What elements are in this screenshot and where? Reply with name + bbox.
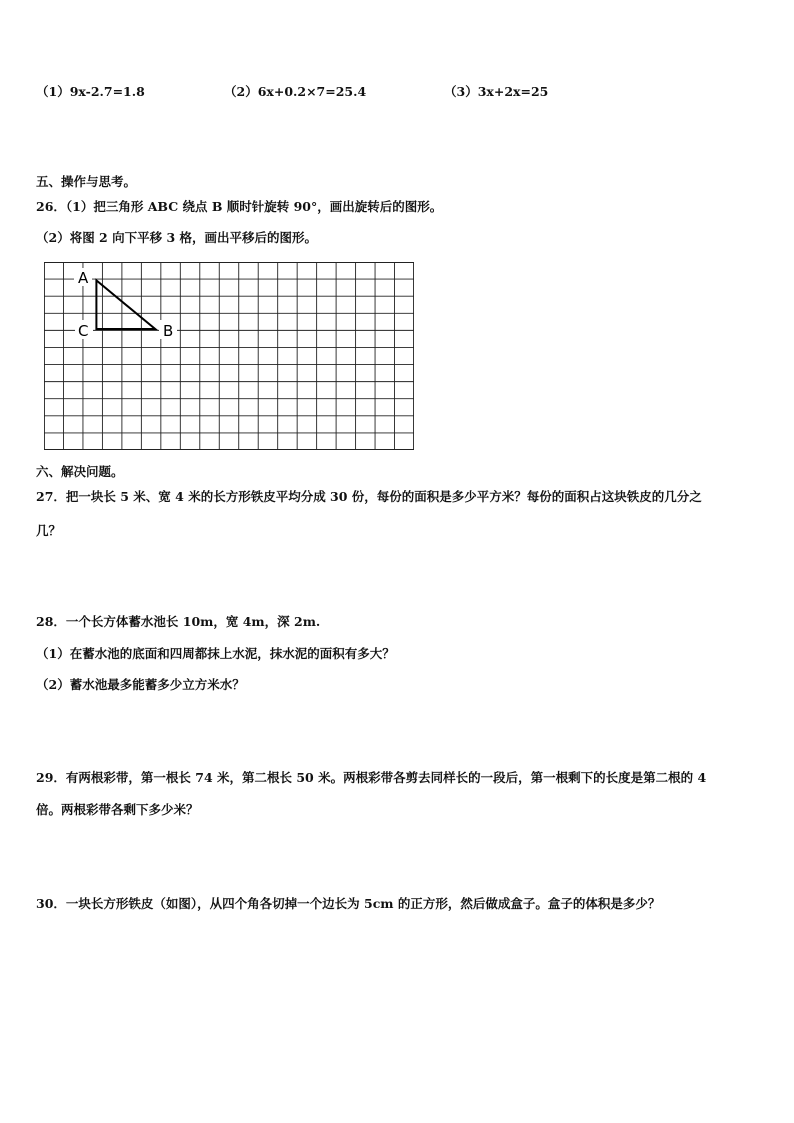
triangle-abc <box>96 280 155 329</box>
section-6-heading: 六、解决问题。 <box>36 464 124 479</box>
point-label-b: B <box>163 322 174 340</box>
equation-1: （1）9x-2.7=1.8 <box>36 84 145 99</box>
equation-2: （2）6x+0.2×7=25.4 <box>224 84 367 99</box>
q28-line1: 28．一个长方体蓄水池长 10m，宽 4m，深 2m. <box>36 614 321 629</box>
q27-line2: 几？ <box>36 523 62 538</box>
grid-svg <box>44 262 414 450</box>
equation-3: （3）3x+2x=25 <box>444 84 549 99</box>
grid-figure <box>44 262 414 450</box>
q28-line2: （1）在蓄水池的底面和四周都抹上水泥，抹水泥的面积有多大？ <box>36 646 395 661</box>
q27-line1: 27．把一块长 5 米、宽 4 米的长方形铁皮平均分成 30 份，每份的面积是多少平方米？每份的面积占这块铁皮的几分之 <box>36 489 702 504</box>
q28-line3: （2）蓄水池最多能蓄多少立方米水？ <box>36 677 245 692</box>
section-5-heading: 五、操作与思考。 <box>36 174 137 189</box>
q26-part2: （2）将图 2 向下平移 3 格，画出平移后的图形。 <box>36 230 318 245</box>
point-label-a: A <box>78 269 89 287</box>
q29-line1: 29．有两根彩带，第一根长 74 米，第二根长 50 米。两根彩带各剪去同样长的一段后，第一根剩下的长度是第二根的 4 <box>36 770 707 785</box>
point-label-c: C <box>78 322 89 340</box>
q30-line1: 30．一块长方形铁皮（如图），从四个角各切掉一个边长为 5cm 的正方形，然后做成盒子。盒子的体积是多少？ <box>36 896 661 911</box>
q29-line2: 倍。两根彩带各剩下多少米？ <box>36 802 199 817</box>
q26-part1: 26．（1）把三角形 ABC 绕点 B 顺时针旋转 90°，画出旋转后的图形。 <box>36 199 443 214</box>
grid-lines <box>44 262 414 450</box>
